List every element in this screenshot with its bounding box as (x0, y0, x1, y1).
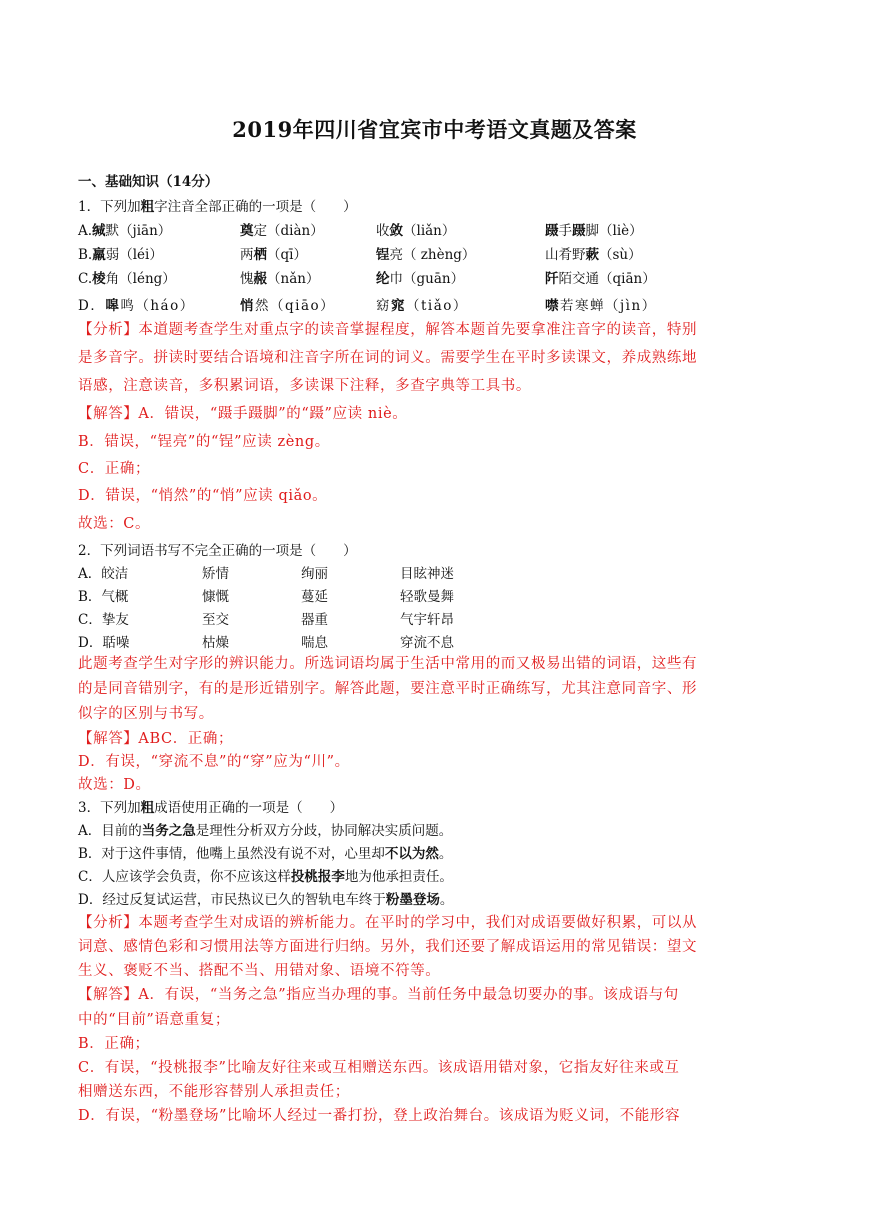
bold-character: 蹑 (572, 223, 586, 239)
bold-character: 阡 (545, 271, 559, 287)
bold-character: 窕 (391, 298, 406, 314)
option-text: 若寒蝉（jìn） (560, 298, 657, 314)
option-text: B．对于这件事情，他嘴上虽然没有说不对，心里却 (78, 846, 385, 862)
option-text: （liǎn） (403, 223, 456, 239)
bold-character: 羸 (92, 247, 106, 263)
q1-option-item (376, 296, 468, 316)
q2-word: B．气概 (78, 589, 129, 605)
q2-word: 至交 (202, 612, 229, 628)
option-text: B. (78, 247, 93, 263)
q1-option-item (545, 269, 656, 289)
bold-character: 棱 (92, 271, 106, 287)
q3-option (78, 844, 452, 864)
bold-character: 嗥 (105, 298, 121, 314)
option-text: C. (78, 271, 93, 287)
q2-answer-line: 【解答】ABC．正确； (78, 731, 234, 747)
q1-answer-line: 故选：C。 (78, 516, 151, 532)
bold-character: 蔌 (585, 247, 599, 263)
q1-answer-line: 【解答】A．错误，“蹑手蹑脚”的“蹑”应读 niè。 (78, 406, 408, 422)
option-text: A. (78, 223, 93, 239)
q1-option-item (78, 221, 171, 241)
option-text: D． (78, 298, 106, 314)
bold-idiom: 当务之急 (141, 823, 196, 839)
option-text: D．经过反复试运营，市民热议已久的智轨电车终于 (78, 892, 386, 908)
q2-word: 慷慨 (202, 589, 229, 605)
bold-character: 蹑 (545, 223, 559, 239)
q3-stem (78, 798, 343, 818)
q3-analysis-line: 词意、感情色彩和习惯用法等方面进行归纳。另外，我们还要了解成语运用的常见错误：望文 (78, 939, 698, 955)
q2-word: 轻歌曼舞 (400, 589, 454, 605)
q1-option-item (78, 296, 195, 316)
option-text: 地为他承担责任。 (344, 869, 453, 885)
q3-option (78, 867, 453, 887)
option-text: （qī） (267, 247, 307, 263)
q2-word: D．聒噪 (78, 635, 130, 651)
q1-stem-bold: 粗 (140, 199, 155, 215)
q1-option-item (545, 296, 657, 316)
q2-word: A．皎洁 (78, 566, 129, 582)
q1-analysis-line: 【分析】本道题考查学生对重点字的读音掌握程度，解答本题首先要拿准注音字的读音，特别 (78, 322, 698, 338)
q1-option-item (545, 245, 642, 265)
q1-stem-pre: 1．下列加 (78, 199, 141, 215)
q2-analysis-line: 似字的区别与书写。 (78, 706, 214, 722)
bold-character: 奠 (240, 223, 254, 239)
option-text: 默（jiān） (105, 223, 172, 239)
option-text: 窈 (376, 298, 391, 314)
q2-analysis-line: 的是同音错别字，有的是形近错别字。解答此题，要注意平时正确练写，尤其注意同音字、形 (78, 681, 698, 697)
option-text: 巾（guān） (389, 271, 465, 287)
option-text: 两 (240, 247, 254, 263)
bold-character: 赧 (253, 271, 267, 287)
option-text: 然（qiāo） (255, 298, 336, 314)
option-text: （nǎn） (267, 271, 320, 287)
q3-answer-line: 相赠送东西，不能形容替别人承担责任； (78, 1084, 350, 1100)
q1-option-item (240, 296, 335, 316)
option-text: 山肴野 (545, 247, 586, 263)
option-text: 脚（liè） (585, 223, 643, 239)
q2-word: 绚丽 (301, 566, 328, 582)
q1-option-item (545, 221, 643, 241)
option-text: 弱（léi） (105, 247, 163, 263)
q2-word: 器重 (301, 612, 328, 628)
bold-character: 噤 (545, 298, 560, 314)
q2-word: 蔓延 (301, 589, 328, 605)
q3-stem-post: 成语使用正确的一项是（ ） (154, 800, 344, 816)
option-text: 收 (376, 223, 390, 239)
bold-idiom: 投桃报李 (290, 869, 345, 885)
option-text: 愧 (240, 271, 254, 287)
q1-option-item (376, 245, 475, 265)
q1-analysis-line: 是多音字。拼读时要结合语境和注音字所在词的词义。需要学生在平时多读课文，养成熟练地 (78, 350, 698, 366)
q1-stem-post: 字注音全部正确的一项是（ ） (154, 199, 357, 215)
option-text: 。 (439, 892, 454, 908)
option-text: 手 (558, 223, 572, 239)
option-text: 。 (438, 846, 453, 862)
q3-answer-line: 【解答】A．有误，“当务之急”指应当办理的事。当前任务中最急切要办的事。该成语与句 (78, 987, 679, 1003)
bold-idiom: 粉墨登场 (385, 892, 440, 908)
q2-word: 枯燥 (202, 635, 229, 651)
option-text: C．人应该学会负责，你不应该这样 (78, 869, 291, 885)
q2-answer-line: 故选：D。 (78, 777, 151, 793)
q2-answer-line: D．有误，“穿流不息”的“穿”应为“川”。 (78, 754, 350, 770)
q1-option-item (78, 269, 176, 289)
q1-option-item (376, 269, 464, 289)
option-text: （tiǎo） (406, 298, 468, 314)
q2-word: 气宇轩昂 (400, 612, 454, 628)
q1-option-item (78, 245, 163, 265)
bold-character: 纶 (376, 271, 390, 287)
option-text: A．目前的 (78, 823, 142, 839)
q1-answer-line: C．正确； (78, 461, 151, 477)
q1-answer-line: D．错误，“悄然”的“悄”应读 qiǎo。 (78, 488, 328, 504)
q1-option-item (376, 221, 455, 241)
bold-character: 缄 (92, 223, 106, 239)
q2-word: 目眩神迷 (400, 566, 454, 582)
option-text: 亮（ zhèng） (389, 247, 476, 263)
option-text: 是理性分析双方分歧，协同解决实质问题。 (195, 823, 453, 839)
bold-idiom: 不以为然 (384, 846, 439, 862)
q3-analysis-line: 生义、褒贬不当、搭配不当、用错对象、语境不符等。 (78, 963, 441, 979)
bold-character: 锃 (376, 247, 390, 263)
q3-stem-pre: 3．下列加 (78, 800, 141, 816)
q3-answer-line: C．有误，“投桃报李”比喻友好往来或互相赠送东西。该成语用错对象，它指友好往来或互 (78, 1060, 680, 1076)
q2-word: 矫情 (202, 566, 229, 582)
bold-character: 栖 (253, 247, 267, 263)
section-heading: 一、基础知识（14分） (78, 174, 219, 190)
page-title: 2019年四川省宜宾市中考语文真题及答案 (232, 117, 637, 142)
q1-option-item (240, 269, 319, 289)
q1-stem (78, 197, 357, 217)
option-text: （sù） (599, 247, 642, 263)
q3-stem-bold: 粗 (140, 800, 155, 816)
q1-option-item (240, 221, 324, 241)
q3-option (78, 890, 453, 910)
q3-answer-line: 中的“目前”语意重复； (78, 1012, 230, 1028)
q3-analysis-line: 【分析】本题考查学生对成语的辨析能力。在平时的学习中，我们对成语要做好积累，可以从 (78, 915, 698, 931)
bold-character: 悄 (240, 298, 255, 314)
q1-option-item (240, 245, 307, 265)
q3-answer-line: B．正确； (78, 1036, 150, 1052)
option-text: 陌交通（qiān） (558, 271, 656, 287)
option-text: 鸣（háo） (120, 298, 195, 314)
q3-answer-line: D．有误，“粉墨登场”比喻坏人经过一番打扮，登上政治舞台。该成语为贬义词，不能形容 (78, 1108, 681, 1124)
q2-word: 喘息 (301, 635, 328, 651)
q1-answer-line: B．错误，“锃亮”的“锃”应读 zèng。 (78, 434, 330, 450)
q2-word: 穿流不息 (400, 635, 454, 651)
bold-character: 敛 (389, 223, 403, 239)
q1-analysis-line: 语感，注意读音，多积累词语，多读课下注释，多查字典等工具书。 (78, 378, 531, 394)
q3-option (78, 821, 452, 841)
q2-analysis-line: 此题考查学生对字形的辨识能力。所选词语均属于生活中常用的而又极易出错的词语，这些有 (78, 656, 698, 672)
q2-word: C．挚友 (78, 612, 129, 628)
q2-stem: 2．下列词语书写不完全正确的一项是（ ） (78, 543, 357, 559)
option-text: 定（diàn） (253, 223, 324, 239)
option-text: 角（léng） (105, 271, 176, 287)
